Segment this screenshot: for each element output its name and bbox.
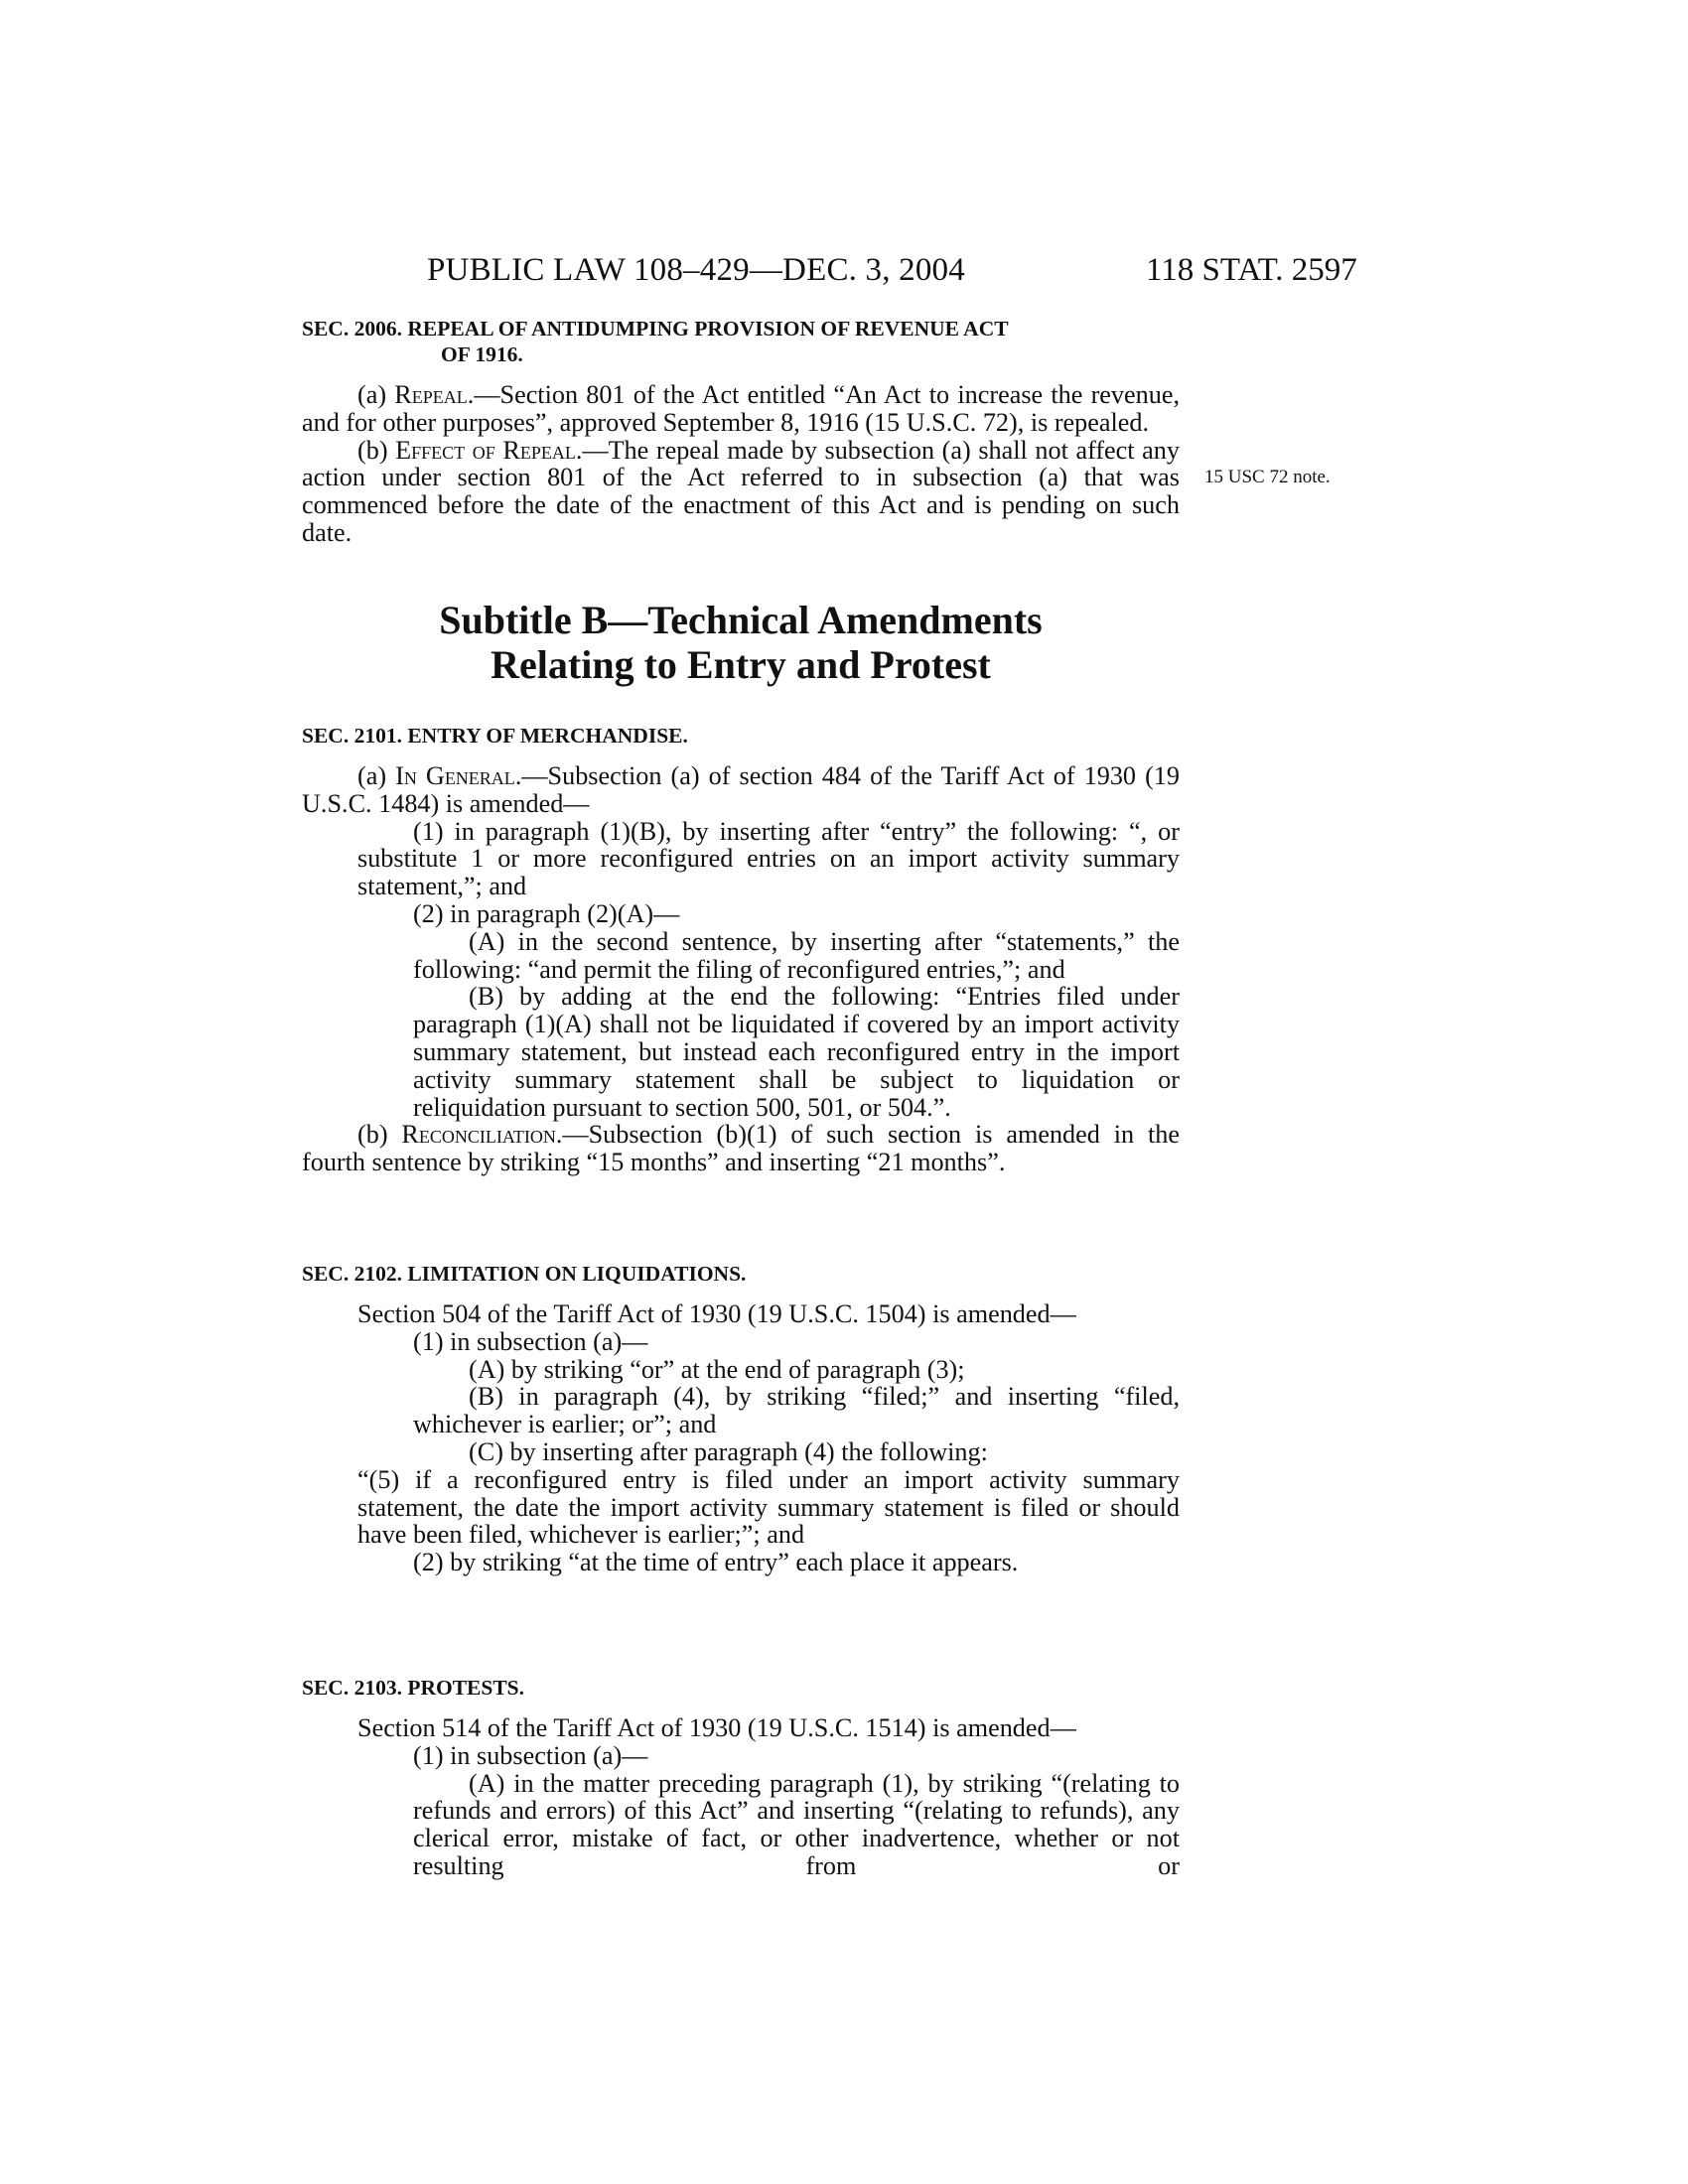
subsection-text: .—The repeal made by subsection (a) shall not affect any action under section 801 of the Act referred to in subsection (a) that was commenced before the date of the enactment of this Act and is pending on such date. <box>302 435 1180 547</box>
subparagraph-B: (B) by adding at the end the following: “Entries filed under paragraph (1)(A) shall not be liquidated if covered by an import activity summary statement, but instead each reconfigured entry in the import activity summary statement shall be subject to liquidation or reliquidation pursuant to section 500, 501, or 504.”. <box>413 982 1180 1122</box>
section-2101 <box>302 723 1180 1176</box>
subsection-caption: In General <box>395 761 515 790</box>
subparagraph-A: (A) by striking “or” at the end of paragraph (3); <box>469 1354 965 1384</box>
subsection-caption: Reconciliation <box>401 1120 556 1150</box>
subsection-text: .—Subsection (b)(1) of such section is amended in the fourth sentence by striking “15 months” and inserting “21 months”. <box>302 1120 1180 1177</box>
subsection-text: .—Subsection (a) of section 484 of the Tariff Act of 1930 (19 U.S.C. 1484) is amended— <box>302 761 1180 818</box>
margin-note: 15 USC 72 note. <box>1204 467 1331 487</box>
running-head: PUBLIC LAW 108–429—DEC. 3, 2004 <box>427 252 965 288</box>
subparagraph-B: (B) in paragraph (4), by striking “filed;” and inserting “filed, whichever is earlier; or”; and <box>413 1382 1180 1439</box>
paragraph-2: (2) by striking “at the time of entry” each place it appears. <box>413 1548 1019 1577</box>
section-heading: SEC. 2101. ENTRY OF MERCHANDISE. <box>302 724 688 748</box>
section-heading-line1: SEC. 2006. REPEAL OF ANTIDUMPING PROVISION OF REVENUE ACT <box>302 317 1009 341</box>
subparagraph-A: (A) in the second sentence, by inserting after “statements,” the following: “and permit the filing of reconfigured entries,”; and <box>413 926 1180 984</box>
section-heading: SEC. 2102. LIMITATION ON LIQUIDATIONS. <box>302 1262 747 1286</box>
section-intro: Section 514 of the Tariff Act of 1930 (19 U.S.C. 1514) is amended— <box>357 1713 1076 1742</box>
section-2103 <box>302 1675 1180 1880</box>
subsection-a <box>302 762 1180 818</box>
section-intro: Section 504 of the Tariff Act of 1930 (19 U.S.C. 1504) is amended— <box>357 1299 1076 1328</box>
subtitle-line1: Subtitle B—Technical Amendments <box>439 598 1043 642</box>
section-2102 <box>302 1261 1180 1576</box>
paragraph-1: (1) in paragraph (1)(B), by inserting after “entry” the following: “, or substitute 1 or more reconfigured entries on an import activity summary statement,”; and <box>357 816 1180 901</box>
section-heading: SEC. 2103. PROTESTS. <box>302 1676 525 1700</box>
subsection-label: (a) <box>357 380 395 409</box>
section-heading <box>302 316 1180 367</box>
subsection-a <box>302 381 1180 437</box>
subsection-b <box>302 1121 1180 1176</box>
subsection-label: (b) <box>357 435 396 465</box>
section-2006 <box>302 316 1180 547</box>
subsection-text: .—Section 801 of the Act entitled “An Act to increase the revenue, and for other purposes”, approved September 8, 1916 (15 U.S.C. 72), is repealed. <box>302 380 1180 437</box>
paragraph-2: (2) in paragraph (2)(A)— <box>413 898 680 928</box>
subsection-caption: Effect of Repeal <box>395 435 576 465</box>
paragraph-1: (1) in subsection (a)— <box>413 1326 648 1356</box>
subtitle-heading <box>302 598 1180 687</box>
subsection-caption: Repeal <box>394 380 468 409</box>
subsection-label: (b) <box>357 1120 402 1150</box>
subsection-b <box>302 437 1180 547</box>
subparagraph-A: (A) in the matter preceding paragraph (1), by striking “(relating to refunds and errors) of this Act” and inserting “(relating to refunds), any clerical error, mistake of fact, or other inadvertence, whether or not resulting from or <box>413 1768 1180 1880</box>
statute-reference: 118 STAT. 2597 <box>1146 252 1357 288</box>
quoted-paragraph-5: “(5) if a reconfigured entry is filed under an import activity summary statement, the date the import activity summary statement is filed or should have been filed, whichever is earlier;”; and <box>357 1464 1180 1550</box>
subparagraph-C: (C) by inserting after paragraph (4) the following: <box>469 1436 988 1466</box>
subsection-label: (a) <box>357 761 396 790</box>
section-heading-line2: OF 1916. <box>441 342 523 366</box>
paragraph-1: (1) in subsection (a)— <box>413 1740 648 1770</box>
subtitle-line2: Relating to Entry and Protest <box>491 642 991 687</box>
